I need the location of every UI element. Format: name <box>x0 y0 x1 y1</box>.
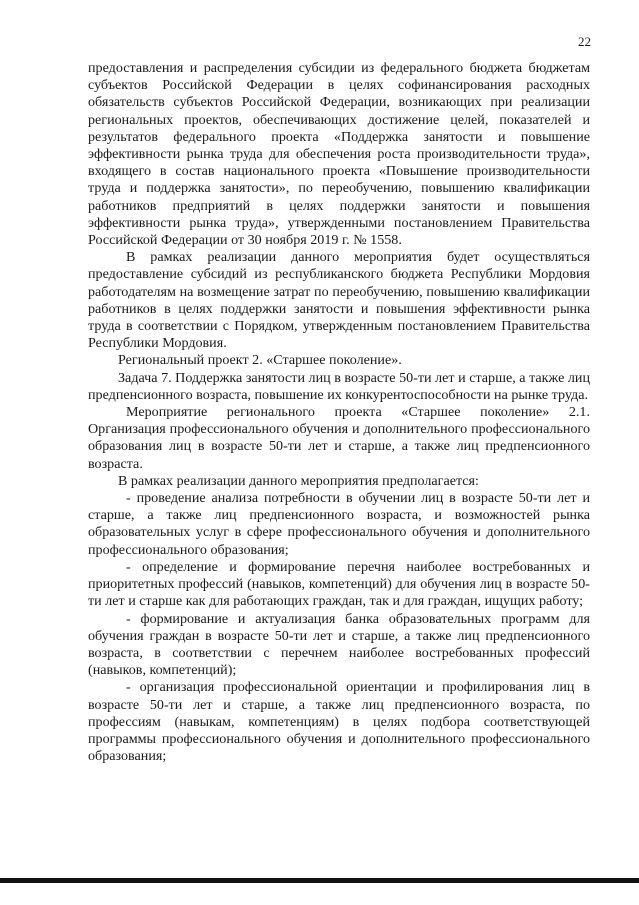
paragraph: В рамках реализации данного мероприятия будет осуществляться предоставление субсидий из республиканского бюджета Республики Мордовия работодателям на возмещение затрат по переобучению, повышению квалификации работников в целях поддержки занятости и повышения эффективности рынка труда в соответствии с Порядком, утвержденным постановлением Правительства Республики Мордовия. <box>88 249 590 352</box>
list-item: - формирование и актуализация банка образовательных программ для обучения граждан в возрасте 50-ти лет и старше, а также лиц предпенсионного возраста, в соответствии с перечнем наиболее востребованных профессий (навыков, компетенций); <box>88 610 590 679</box>
section-heading: Региональный проект 2. «Старшее поколение». <box>118 352 402 369</box>
list-item: - определение и формирование перечня наиболее востребованных и приоритетных профессий (навыков, компетенций) для обучения лиц в возрасте 50-ти лет и старше как для работающих граждан, так и для граждан, ищущих работу; <box>88 558 590 610</box>
document-body <box>88 60 590 765</box>
page-bottom-edge <box>0 878 639 883</box>
task-paragraph: Задача 7. Поддержка занятости лиц в возрасте 50-ти лет и старше, а также лиц предпенсионного возраста, повышение их конкурентоспособности на рынке труда. <box>88 369 590 403</box>
list-item: - организация профессиональной ориентации и профилирования лиц в возрасте 50-ти лет и старше, а также лиц предпенсионного возраста, по профессиям (навыкам, компетенциям) в целях подбора соответствующей программы профессионального обучения и дополнительного профессионального образования; <box>88 679 590 765</box>
paragraph: В рамках реализации данного мероприятия предполагается: <box>118 472 479 489</box>
list-item: - проведение анализа потребности в обучении лиц в возрасте 50-ти лет и старше, а также лиц предпенсионного возраста, и возможностей рынка образовательных услуг в сфере профессионального обучения и дополнительного профессионального образования; <box>88 490 590 558</box>
paragraph: предоставления и распределения субсидии из федерального бюджета бюджетам субъектов Российской Федерации в целях софинансирования расходных обязательств субъектов Российской Федерации, возникающих при реализации региональных проектов, обеспечивающих достижение целей, показателей и результатов федерального проекта «Поддержка занятости и повышение эффективности рынка труда для обеспечения роста производительности труда», входящего в состав национального проекта «Повышение производительности труда и поддержка занятости», по переобучению, повышению квалификации работников предприятий в целях поддержки занятости и повышения эффективности рынка труда», утвержденными постановлением Правительства Российской Федерации от 30 ноября 2019 г. № 1558. <box>88 60 590 249</box>
page-number: 22 <box>578 34 591 49</box>
measure-paragraph: Мероприятие регионального проекта «Старшее поколение» 2.1. Организация профессионального обучения и дополнительного профессионального образования лиц в возрасте 50-ти лет и старше, а также лиц предпенсионного возраста. <box>88 404 590 472</box>
